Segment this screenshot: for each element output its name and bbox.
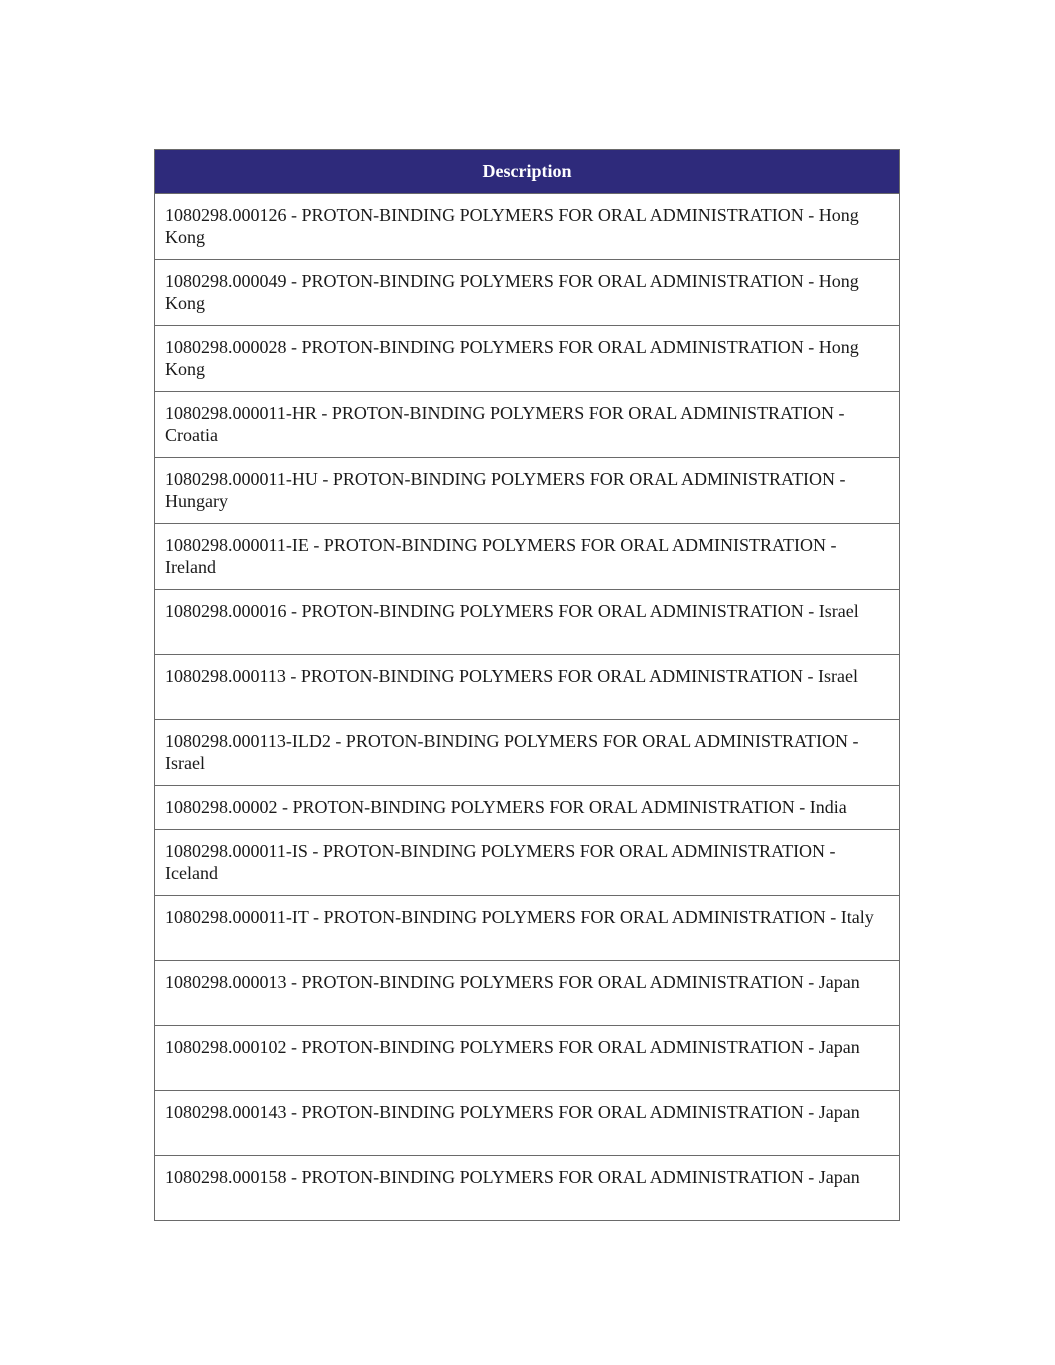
- description-column-header: Description: [155, 150, 900, 194]
- table-row: [155, 1026, 900, 1091]
- description-cell: 1080298.000113-ILD2 - PROTON-BINDING POLYMERS FOR ORAL ADMINISTRATION - Israel: [155, 720, 900, 786]
- description-cell: 1080298.000011-IS - PROTON-BINDING POLYMERS FOR ORAL ADMINISTRATION - Iceland: [155, 830, 900, 896]
- description-cell: 1080298.000016 - PROTON-BINDING POLYMERS FOR ORAL ADMINISTRATION - Israel: [155, 590, 900, 655]
- table-row: [155, 720, 900, 786]
- description-cell: 1080298.000049 - PROTON-BINDING POLYMERS FOR ORAL ADMINISTRATION - Hong Kong: [155, 260, 900, 326]
- description-table: [154, 149, 900, 1221]
- table-row: [155, 655, 900, 720]
- table-row: [155, 326, 900, 392]
- table-row: [155, 830, 900, 896]
- table-row: [155, 392, 900, 458]
- description-table-container: [154, 149, 900, 1221]
- table-header-row: [155, 150, 900, 194]
- description-cell: 1080298.000013 - PROTON-BINDING POLYMERS FOR ORAL ADMINISTRATION - Japan: [155, 961, 900, 1026]
- table-row: [155, 786, 900, 830]
- table-row: [155, 1156, 900, 1221]
- description-cell: 1080298.000011-IT - PROTON-BINDING POLYMERS FOR ORAL ADMINISTRATION - Italy: [155, 896, 900, 961]
- table-row: [155, 961, 900, 1026]
- description-cell: 1080298.000028 - PROTON-BINDING POLYMERS FOR ORAL ADMINISTRATION - Hong Kong: [155, 326, 900, 392]
- description-cell: 1080298.000011-HU - PROTON-BINDING POLYMERS FOR ORAL ADMINISTRATION - Hungary: [155, 458, 900, 524]
- description-cell: 1080298.000158 - PROTON-BINDING POLYMERS FOR ORAL ADMINISTRATION - Japan: [155, 1156, 900, 1221]
- table-row: [155, 1091, 900, 1156]
- table-row: [155, 260, 900, 326]
- table-row: [155, 458, 900, 524]
- description-cell: 1080298.000102 - PROTON-BINDING POLYMERS FOR ORAL ADMINISTRATION - Japan: [155, 1026, 900, 1091]
- description-cell: 1080298.000126 - PROTON-BINDING POLYMERS FOR ORAL ADMINISTRATION - Hong Kong: [155, 194, 900, 260]
- description-cell: 1080298.00002 - PROTON-BINDING POLYMERS FOR ORAL ADMINISTRATION - India: [155, 786, 900, 830]
- table-row: [155, 194, 900, 260]
- description-cell: 1080298.000011-IE - PROTON-BINDING POLYMERS FOR ORAL ADMINISTRATION - Ireland: [155, 524, 900, 590]
- description-cell: 1080298.000143 - PROTON-BINDING POLYMERS FOR ORAL ADMINISTRATION - Japan: [155, 1091, 900, 1156]
- table-row: [155, 896, 900, 961]
- description-cell: 1080298.000113 - PROTON-BINDING POLYMERS FOR ORAL ADMINISTRATION - Israel: [155, 655, 900, 720]
- table-row: [155, 590, 900, 655]
- table-row: [155, 524, 900, 590]
- description-cell: 1080298.000011-HR - PROTON-BINDING POLYMERS FOR ORAL ADMINISTRATION - Croatia: [155, 392, 900, 458]
